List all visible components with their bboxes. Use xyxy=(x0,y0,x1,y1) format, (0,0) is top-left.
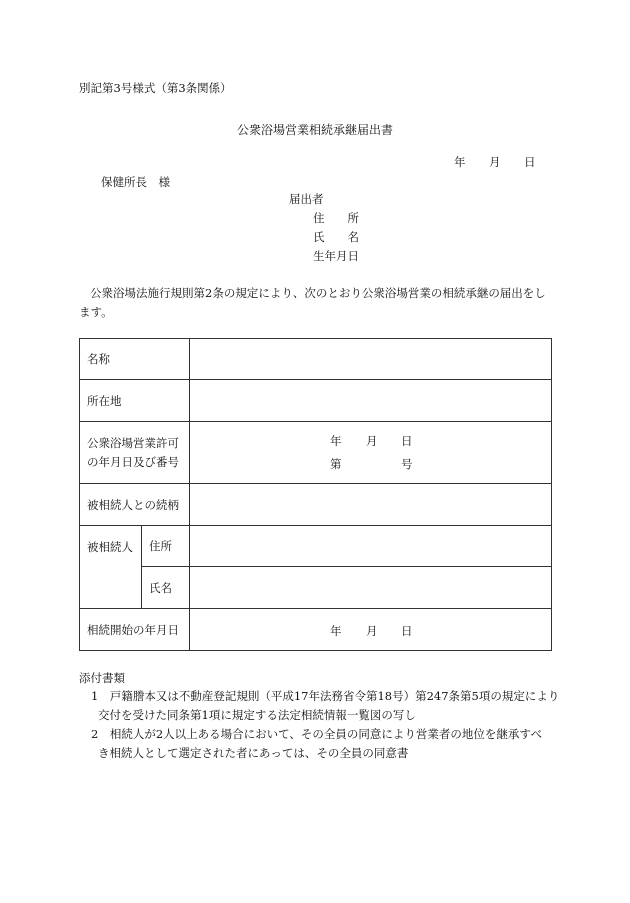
location-label: 所在地 xyxy=(80,380,190,422)
attachment-item-1-line2: 交付を受けた同条第1項に規定する法定相続情報一覧図の写し xyxy=(98,708,416,722)
decedent-name-field[interactable] xyxy=(190,567,552,609)
relationship-label: 被相続人との続柄 xyxy=(80,484,190,526)
applicant-heading: 届出者 xyxy=(289,192,324,206)
inheritance-year: 年 xyxy=(330,624,342,638)
inheritance-month: 月 xyxy=(366,624,378,638)
attachment-item-2-line2: き相続人として選定された者にあっては、その全員の同意書 xyxy=(98,746,409,760)
inheritance-start-field[interactable] xyxy=(190,609,552,651)
permit-number-suffix: 号 xyxy=(401,457,413,471)
permit-label xyxy=(80,422,190,484)
location-field[interactable] xyxy=(190,380,552,422)
inheritance-day: 日 xyxy=(401,624,413,638)
statement-text: 公衆浴場法施行規則第2条の規定により、次のとおり公衆浴場営業の相続承継の届出をします。 xyxy=(79,286,546,319)
applicant-name-label: 氏 名 xyxy=(313,230,359,244)
decedent-name-label: 氏名 xyxy=(142,567,190,609)
permit-day: 日 xyxy=(401,434,413,448)
permit-label-line2: の年月日及び番号 xyxy=(87,454,179,469)
permit-field[interactable] xyxy=(190,422,552,484)
attachment-item-2-line1: 2 相続人が2人以上ある場合において、その全員の同意により営業者の地位を継承すべ xyxy=(91,727,543,741)
permit-year: 年 xyxy=(330,434,342,448)
table-row-decedent-name xyxy=(80,567,552,609)
date-year: 年 xyxy=(454,155,466,169)
applicant-address-label: 住 所 xyxy=(313,211,359,225)
permit-label-line1: 公衆浴場営業許可 xyxy=(87,435,179,450)
attachments-heading: 添付書類 xyxy=(79,671,125,685)
document-title: 公衆浴場営業相続承継届出書 xyxy=(237,123,394,137)
addressee: 保健所長 様 xyxy=(101,175,170,189)
date-day: 日 xyxy=(524,155,536,169)
table-row-relationship xyxy=(80,484,552,526)
date-month: 月 xyxy=(489,155,501,169)
permit-month: 月 xyxy=(366,434,378,448)
table-row-inheritance-start xyxy=(80,609,552,651)
decedent-label: 被相続人 xyxy=(80,526,142,609)
form-number: 別記第3号様式（第3条関係） xyxy=(79,81,232,95)
table-row-location xyxy=(80,380,552,422)
permit-number-prefix: 第 xyxy=(330,457,342,471)
name-field[interactable] xyxy=(190,339,552,380)
relationship-field[interactable] xyxy=(190,484,552,526)
decedent-address-field[interactable] xyxy=(190,526,552,567)
decedent-address-label: 住所 xyxy=(142,526,190,567)
applicant-birthdate-label: 生年月日 xyxy=(313,249,359,263)
attachment-item-1-line1: 1 戸籍謄本又は不動産登記規則（平成17年法務省令第18号）第247条第5項の規定により xyxy=(91,689,560,703)
inheritance-start-label: 相続開始の年月日 xyxy=(80,609,190,651)
table-row-decedent-address xyxy=(80,526,552,567)
table-row-permit xyxy=(80,422,552,484)
name-label: 名称 xyxy=(80,339,190,380)
table-row-name xyxy=(80,339,552,380)
notification-table xyxy=(79,338,552,651)
